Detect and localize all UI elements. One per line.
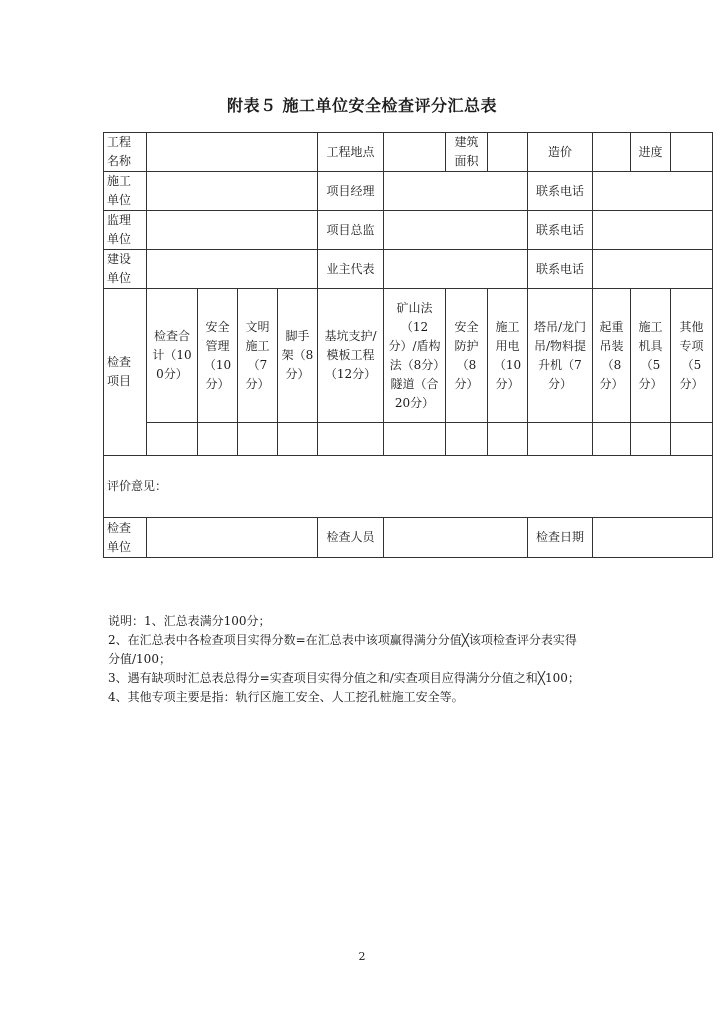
value-owner-unit[interactable] — [147, 250, 318, 289]
label-owner-unit-text: 建设 单位 — [107, 252, 132, 285]
score-cell-machinery[interactable] — [631, 423, 671, 456]
score-cell-safety-management[interactable] — [198, 423, 238, 456]
score-cell-other[interactable] — [671, 423, 713, 456]
note-line: 4、其他专项主要是指：轨行区施工安全、人工挖孔桩施工安全等。 — [108, 690, 464, 704]
label-inspectors: 检查人员 — [318, 518, 384, 558]
label-inspect-unit — [104, 518, 147, 558]
label-progress: 进度 — [631, 133, 671, 172]
item-header-other: 其他专项（5分） — [671, 289, 713, 423]
item-header-tower-crane: 塔吊/龙门吊/物料提升机（7分） — [528, 289, 593, 423]
item-header-electricity: 施工用电（10分） — [488, 289, 528, 423]
label-inspection-items-text: 检查 项目 — [107, 355, 132, 388]
item-header-total: 检查合计（100分） — [147, 289, 198, 423]
label-supervision-unit — [104, 211, 147, 250]
label-chief-supervisor: 项目总监 — [318, 211, 384, 250]
score-cell-hoisting[interactable] — [593, 423, 631, 456]
note-line: 3、遇有缺项时汇总表总得分=实查项目实得分值之和/实查项目应得满分分值之和╳100； — [108, 671, 580, 685]
row-opinion — [104, 456, 713, 518]
row-supervision-unit — [104, 211, 713, 250]
value-inspect-date[interactable] — [593, 518, 713, 558]
value-progress[interactable] — [671, 133, 713, 172]
label-construction-unit — [104, 172, 147, 211]
label-inspect-date: 检查日期 — [528, 518, 593, 558]
value-inspect-unit[interactable] — [147, 518, 318, 558]
value-chief-supervisor[interactable] — [384, 211, 528, 250]
note-line: 2、在汇总表中各检查项目实得分数=在汇总表中该项赢得满分分值╳该项检查评分表实得 — [108, 633, 577, 647]
page-title: 附表５ 施工单位安全检查评分汇总表 — [226, 96, 498, 115]
label-contact-phone-3: 联系电话 — [528, 250, 593, 289]
notes-section — [108, 612, 708, 707]
label-project-manager: 项目经理 — [318, 172, 384, 211]
row-item-scores — [104, 423, 713, 456]
row-inspect-unit — [104, 518, 713, 558]
label-owner-rep: 业主代表 — [318, 250, 384, 289]
item-header-scaffolding: 脚手架（8分） — [278, 289, 318, 423]
value-project-manager[interactable] — [384, 172, 528, 211]
score-cell-tower-crane[interactable] — [528, 423, 593, 456]
label-construction-unit-text: 施工 单位 — [107, 174, 132, 207]
score-cell-tunnel[interactable] — [384, 423, 446, 456]
row-owner-unit — [104, 250, 713, 289]
item-header-safety-management: 安全管理（10分） — [198, 289, 238, 423]
label-supervision-unit-text: 监理 单位 — [107, 213, 132, 246]
label-contact-phone-1: 联系电话 — [528, 172, 593, 211]
label-project-name-text: 工程 名称 — [107, 135, 132, 168]
note-line: 说明：1、汇总表满分100分； — [108, 614, 271, 628]
page-number: 2 — [358, 950, 366, 963]
item-header-hoisting: 起重吊装（8分） — [593, 289, 631, 423]
note-line: 分值/100； — [108, 652, 171, 666]
value-contact-phone-1[interactable] — [593, 172, 713, 211]
label-project-name — [104, 133, 147, 172]
score-cell-pit-support[interactable] — [318, 423, 384, 456]
label-inspect-unit-text: 检查 单位 — [107, 520, 132, 554]
row-construction-unit — [104, 172, 713, 211]
value-contact-phone-3[interactable] — [593, 250, 713, 289]
label-building-area-text: 建筑 面积 — [454, 135, 479, 168]
score-cell-total[interactable] — [147, 423, 198, 456]
label-cost: 造价 — [528, 133, 593, 172]
value-cost[interactable] — [593, 133, 631, 172]
label-contact-phone-2: 联系电话 — [528, 211, 593, 250]
item-header-civilized-construction: 文明施工（7分） — [238, 289, 278, 423]
row-project-name — [104, 133, 713, 172]
label-inspection-items — [104, 289, 147, 456]
value-building-area[interactable] — [488, 133, 528, 172]
row-inspection-items — [104, 289, 713, 423]
score-cell-civilized-construction[interactable] — [238, 423, 278, 456]
item-header-tunnel: 矿山法（12分）/盾构法（8分）隧道（合20分） — [384, 289, 446, 423]
value-owner-rep[interactable] — [384, 250, 528, 289]
label-owner-unit — [104, 250, 147, 289]
item-header-safety-protection: 安全防护（8分） — [446, 289, 488, 423]
safety-score-summary-table — [103, 132, 713, 558]
value-supervision-unit[interactable] — [147, 211, 318, 250]
value-inspectors[interactable] — [384, 518, 528, 558]
label-building-area — [446, 133, 488, 172]
value-project-location[interactable] — [384, 133, 446, 172]
label-project-location: 工程地点 — [318, 133, 384, 172]
value-construction-unit[interactable] — [147, 172, 318, 211]
score-cell-electricity[interactable] — [488, 423, 528, 456]
label-opinion: 评价意见： — [107, 479, 168, 493]
value-contact-phone-2[interactable] — [593, 211, 713, 250]
score-cell-safety-protection[interactable] — [446, 423, 488, 456]
item-header-machinery: 施工机具（5分） — [631, 289, 671, 423]
score-cell-scaffolding[interactable] — [278, 423, 318, 456]
opinion-cell[interactable] — [104, 456, 713, 518]
item-header-pit-support: 基坑支护/模板工程（12分） — [318, 289, 384, 423]
value-project-name[interactable] — [147, 133, 318, 172]
